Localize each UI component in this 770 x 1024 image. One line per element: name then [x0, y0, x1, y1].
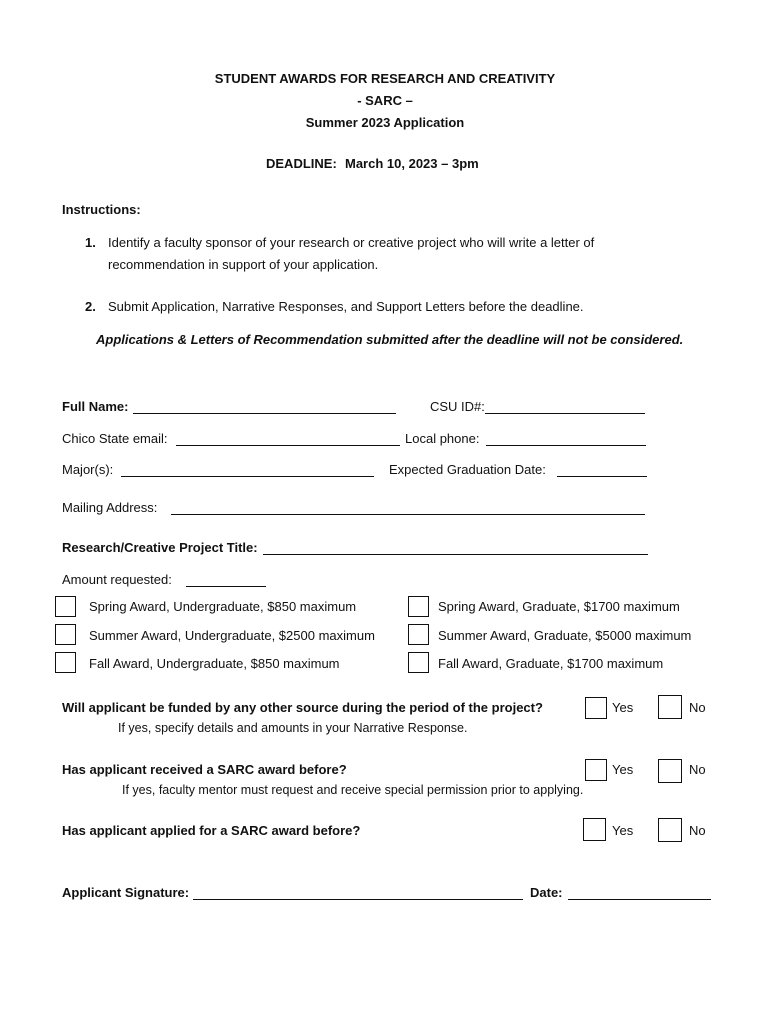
summer-grad-checkbox[interactable]: [408, 624, 429, 645]
form-subtitle: - SARC –: [357, 93, 413, 108]
majors-label: Major(s):: [62, 462, 114, 477]
award-option-label: Fall Award, Graduate, $1700 maximum: [438, 656, 664, 671]
email-label: Chico State email:: [62, 431, 168, 446]
question-text: Has applicant applied for a SARC award before?: [62, 823, 361, 838]
form-title: STUDENT AWARDS FOR RESEARCH AND CREATIVITY: [214, 71, 556, 86]
award-option-label: Spring Award, Undergraduate, $850 maximum: [89, 599, 357, 614]
deadline-warning: Applications & Letters of Recommendation submitted after the deadline will not be considered.: [96, 332, 684, 347]
applied-no-checkbox[interactable]: [658, 818, 682, 842]
address-field[interactable]: [171, 500, 645, 515]
instructions-heading: Instructions:: [62, 202, 141, 217]
instruction-number: 1.: [85, 235, 96, 250]
grad-date-field[interactable]: [557, 462, 647, 477]
funded-no-checkbox[interactable]: [658, 695, 682, 719]
award-option-label: Spring Award, Graduate, $1700 maximum: [438, 599, 680, 614]
instruction-text: Submit Application, Narrative Responses, and Support Letters before the deadline.: [108, 299, 584, 314]
amount-field[interactable]: [186, 572, 266, 587]
email-field[interactable]: [176, 431, 400, 446]
spring-undergrad-checkbox[interactable]: [55, 596, 76, 617]
funded-yes-checkbox[interactable]: [585, 697, 607, 719]
award-option-label: Fall Award, Undergraduate, $850 maximum: [89, 656, 340, 671]
address-label: Mailing Address:: [62, 500, 158, 515]
no-label: No: [689, 762, 706, 777]
award-option-label: Summer Award, Undergraduate, $2500 maximum: [89, 628, 375, 643]
project-title-label: Research/Creative Project Title:: [62, 540, 258, 555]
fall-grad-checkbox[interactable]: [408, 652, 429, 673]
form-term: Summer 2023 Application: [305, 115, 465, 130]
question-text: Will applicant be funded by any other source during the period of the project?: [62, 700, 543, 715]
signature-label: Applicant Signature:: [62, 885, 190, 900]
award-option-label: Summer Award, Graduate, $5000 maximum: [438, 628, 692, 643]
fall-undergrad-checkbox[interactable]: [55, 652, 76, 673]
received-no-checkbox[interactable]: [658, 759, 682, 783]
instruction-text: Identify a faculty sponsor of your research or creative project who will write a letter of: [108, 235, 595, 250]
spring-grad-checkbox[interactable]: [408, 596, 429, 617]
project-title-field[interactable]: [263, 540, 648, 555]
csu-id-label: CSU ID#:: [430, 399, 485, 414]
full-name-label: Full Name:: [62, 399, 129, 414]
summer-undergrad-checkbox[interactable]: [55, 624, 76, 645]
question-note: If yes, faculty mentor must request and receive special permission prior to applying.: [122, 783, 584, 797]
full-name-field[interactable]: [133, 399, 396, 414]
applied-yes-checkbox[interactable]: [583, 818, 606, 841]
deadline-value: March 10, 2023 – 3pm: [345, 156, 479, 171]
instruction-text: recommendation in support of your application.: [108, 257, 379, 272]
amount-label: Amount requested:: [62, 572, 172, 587]
question-text: Has applicant received a SARC award before?: [62, 762, 347, 777]
question-note: If yes, specify details and amounts in your Narrative Response.: [118, 721, 468, 735]
no-label: No: [689, 700, 706, 715]
yes-label: Yes: [612, 762, 634, 777]
no-label: No: [689, 823, 706, 838]
grad-date-label: Expected Graduation Date:: [389, 462, 546, 477]
phone-field[interactable]: [486, 431, 646, 446]
signature-field[interactable]: [193, 885, 523, 900]
date-field[interactable]: [568, 885, 711, 900]
deadline-label: DEADLINE:: [266, 156, 337, 171]
phone-label: Local phone:: [405, 431, 480, 446]
majors-field[interactable]: [121, 462, 374, 477]
csu-id-field[interactable]: [485, 399, 645, 414]
received-yes-checkbox[interactable]: [585, 759, 607, 781]
yes-label: Yes: [612, 700, 634, 715]
yes-label: Yes: [612, 823, 634, 838]
date-label: Date:: [530, 885, 563, 900]
instruction-number: 2.: [85, 299, 96, 314]
